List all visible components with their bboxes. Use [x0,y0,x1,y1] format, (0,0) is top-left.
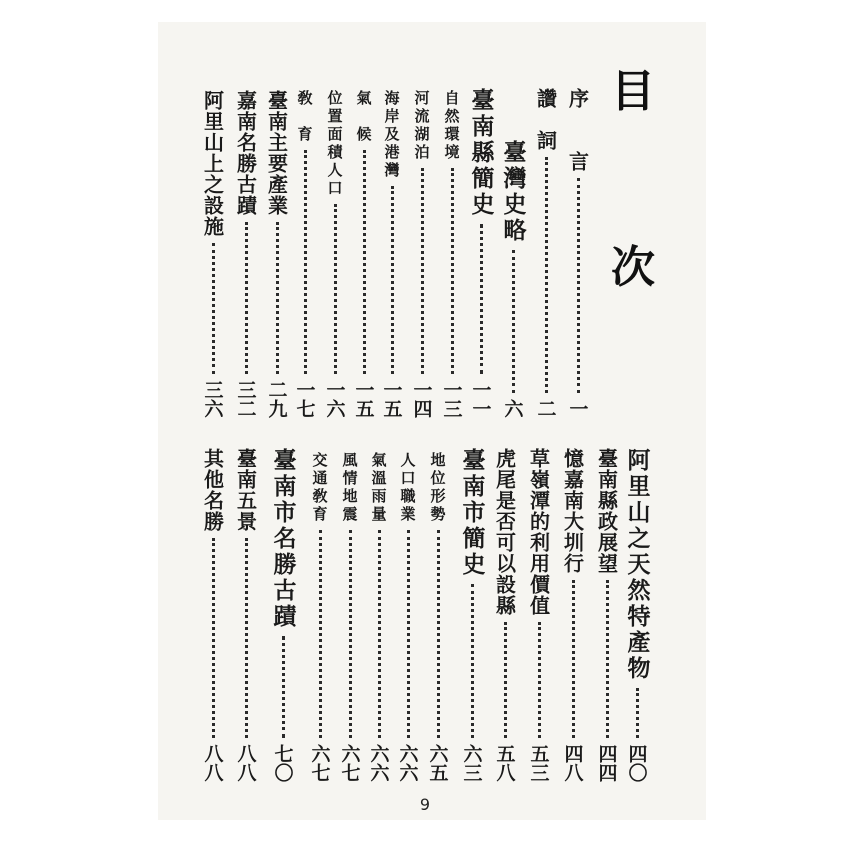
toc-entry-page: 一三 [440,380,463,418]
leader-dots [471,584,474,738]
toc-entry-title: 臺灣史略 [499,140,527,244]
toc-entry-title: 阿里山上之設施 [200,90,225,237]
leader-dots [572,580,575,738]
toc-entry-title: 地位形勢 [428,452,447,524]
toc-entry [198,90,228,418]
toc-entry [490,448,520,782]
toc-entry-page: 一一 [469,380,492,418]
leader-dots [245,538,248,738]
toc-entry [364,452,394,782]
toc-entry-page: 四四 [595,744,618,782]
leader-dots [538,622,541,738]
toc-entry-title: 其他名勝 [200,448,225,532]
toc-entry-title: 位置面積人口 [325,90,344,198]
toc-entry [305,452,335,782]
toc-entry-title: 臺南縣政展望 [594,448,619,574]
toc-entry [563,88,593,418]
leader-dots [391,186,394,374]
toc-entry-title: 虎尾是否可以設縣 [492,448,517,616]
leader-dots [577,178,580,393]
toc-entry-title: 海岸及港灣 [382,90,401,180]
toc-entry [320,90,350,418]
leader-dots [245,222,248,374]
toc-entry-page: 四八 [561,744,584,782]
toc-entry [377,90,407,418]
leader-dots [606,580,609,738]
toc-entry [198,448,228,782]
toc-entry [531,88,561,418]
toc-entry-title: 臺南市簡史 [458,448,486,578]
toc-entry-title: 風情地震 [340,452,359,524]
toc-entry [592,448,622,782]
toc-entry-title: 草嶺潭的利用價值 [526,448,551,616]
toc-entry-title: 人口職業 [398,452,417,524]
toc-entry-page: 五三 [527,744,550,782]
toc-entry [231,448,261,782]
toc-entry-title: 氣溫雨量 [369,452,388,524]
leader-dots [282,636,285,738]
leader-dots [480,224,483,374]
toc-entry-page: 六七 [338,744,361,782]
toc-entry-title: 交通敎育 [310,452,329,524]
toc-entry-page: 一七 [293,380,316,418]
toc-entry [231,90,261,418]
toc-entry [437,90,467,418]
leader-dots [545,157,548,393]
toc-entry-page: 一四 [410,380,433,418]
leader-dots [451,168,454,374]
leader-dots [349,530,352,738]
leader-dots [437,530,440,738]
leader-dots [276,222,279,374]
leader-dots [334,204,337,374]
toc-entry-page: 六三 [460,744,483,782]
toc-entry-page: 六六 [396,744,419,782]
toc-entry-title: 臺南主要產業 [264,90,289,216]
toc-entry [349,90,379,418]
toc-entry [423,452,453,782]
toc-entry [558,448,588,782]
leader-dots [421,168,424,374]
toc-entry-page: 七〇 [271,744,294,782]
toc-entry-page: 一五 [352,380,375,418]
toc-entry [393,452,423,782]
toc-entry-page: 六六 [367,744,390,782]
toc-entry-page: 三六 [201,380,224,418]
toc-entry-page: 二 [534,399,557,418]
toc-entry-title: 序 言 [565,88,590,172]
title-char-2: 次 [611,242,655,293]
toc-entry-page: 八八 [234,744,257,782]
toc-entry-page: 一六 [323,380,346,418]
toc-entry-title: 臺南縣簡史 [467,88,495,218]
leader-dots [363,150,366,374]
toc-entry-title: 憶嘉南大圳行 [560,448,585,574]
leader-dots [212,243,215,374]
title-char-1: 目 [611,66,655,117]
toc-entry-title: 河流湖泊 [412,90,431,162]
toc-entry-title: 臺南市名勝古蹟 [269,448,297,630]
toc-entry-title: 讚 詞 [533,88,558,151]
leader-dots [212,538,215,738]
leader-dots [319,530,322,738]
toc-entry-page: 六五 [426,744,449,782]
toc-entry-page: 四〇 [625,744,648,782]
toc-entry-page: 八八 [201,744,224,782]
toc-entry [622,448,652,782]
toc-entry [407,90,437,418]
toc-entry-page: 六 [501,399,524,418]
toc-entry-page: 一 [566,399,589,418]
toc-entry [524,448,554,782]
toc-title [598,66,668,293]
toc-entry [268,448,298,782]
toc-entry-page: 二九 [265,380,288,418]
toc-entry-page: 六七 [308,744,331,782]
toc-entry [335,452,365,782]
page-number: 9 [419,795,431,814]
leader-dots [636,688,639,738]
toc-entry [466,88,496,418]
toc-entry-title: 臺南五景 [233,448,258,532]
toc-entry [457,448,487,782]
toc-entry-title: 阿里山之天然特產物 [623,448,651,682]
toc-entry-title: 氣 候 [354,90,373,144]
toc-entry [498,140,528,418]
toc-entry-title: 自然環境 [442,90,461,162]
toc-entry-page: 三二 [234,380,257,418]
toc-entry-page: 一五 [380,380,403,418]
toc-entry [290,90,320,418]
toc-entry-title: 嘉南名勝古蹟 [233,90,258,216]
toc-entry [262,90,292,418]
leader-dots [504,622,507,738]
leader-dots [304,150,307,374]
toc-entry-title: 敎 育 [295,90,314,144]
leader-dots [378,530,381,738]
toc-entry-page: 五八 [493,744,516,782]
leader-dots [512,250,515,393]
leader-dots [407,530,410,738]
